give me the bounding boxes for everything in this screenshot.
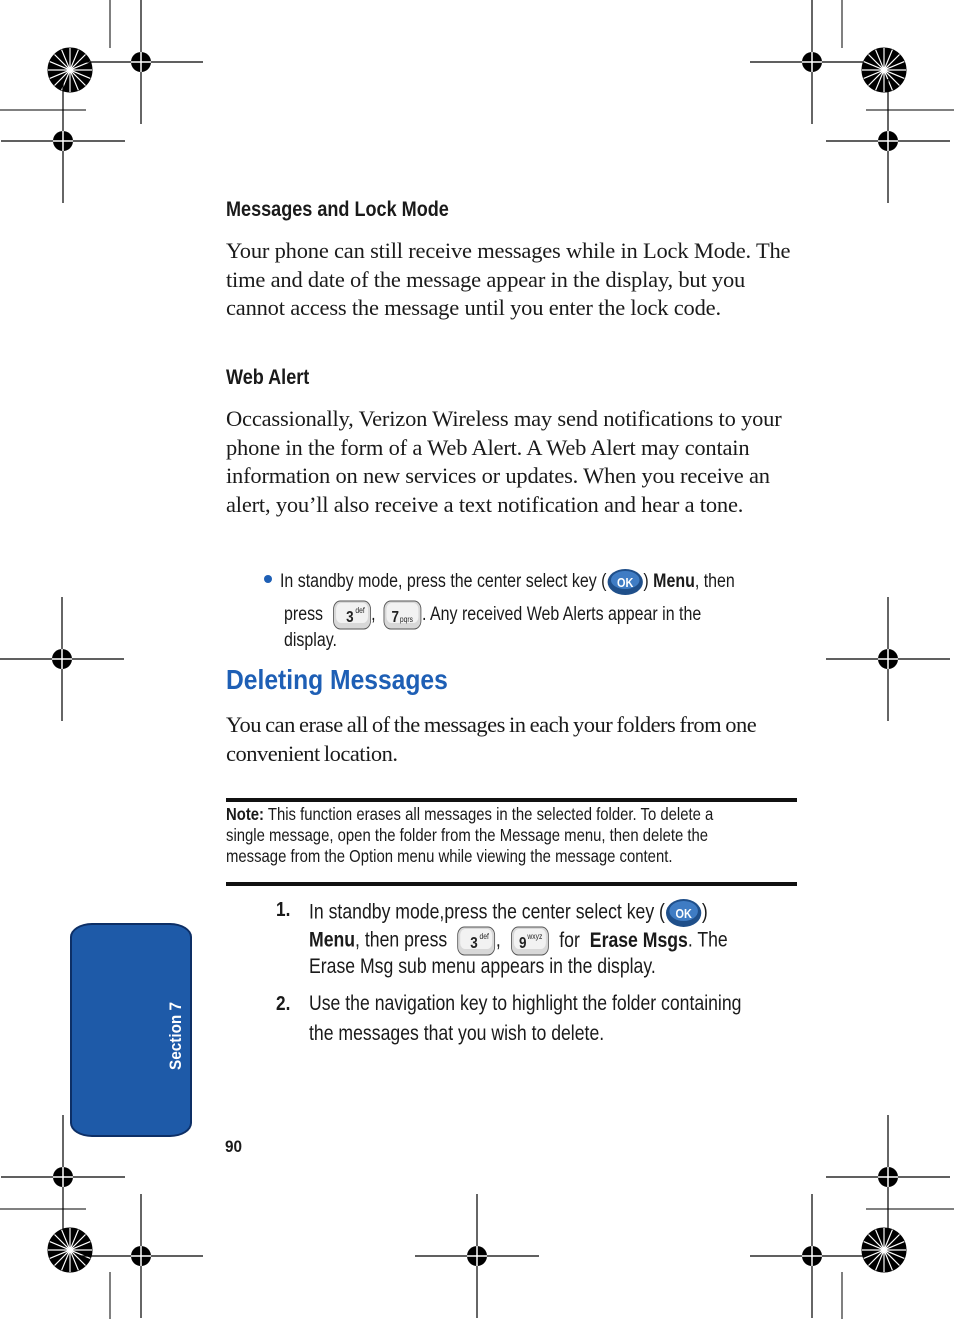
web-alert-bullet-line3: display. bbox=[284, 630, 337, 651]
svg-text:OK: OK bbox=[616, 575, 634, 591]
web-alert-bullet-line2 bbox=[284, 600, 701, 630]
menu-label: Menu bbox=[653, 571, 695, 593]
note-line-3: message from the Option menu while viewing the message content. bbox=[226, 846, 673, 866]
deleting-messages-body: You can erase all of the messages in each your folders from one convenient location. bbox=[226, 712, 757, 766]
step-1-menu: Menu bbox=[309, 928, 356, 952]
svg-text:7: 7 bbox=[391, 609, 400, 627]
svg-text:OK: OK bbox=[675, 906, 692, 922]
svg-text:pqrs: pqrs bbox=[400, 614, 414, 625]
step-1-line-1 bbox=[309, 898, 708, 928]
note-top-rule bbox=[226, 798, 797, 802]
note-line-2: single message, open the folder from the Message menu, then delete the bbox=[226, 825, 709, 845]
page-number: 90 bbox=[225, 1137, 243, 1156]
bullet-text-5: . Any received Web Alerts appear in the bbox=[422, 604, 702, 626]
step-1-text-d: . The bbox=[687, 928, 728, 952]
ok-key-icon bbox=[665, 898, 702, 928]
svg-text:def: def bbox=[479, 931, 490, 942]
bullet-text-2: ) bbox=[643, 571, 649, 593]
key-9-icon bbox=[511, 926, 550, 956]
step-1-line-3: Erase Msg sub menu appears in the display. bbox=[309, 955, 656, 978]
step-1-for: for bbox=[559, 928, 580, 952]
bullet-text-4: press bbox=[284, 604, 324, 626]
web-alert-heading: Web Alert bbox=[226, 366, 310, 389]
step-2-number: 2. bbox=[276, 993, 291, 1015]
lock-mode-body: Your phone can still receive messages while in Lock Mode. The time and date of the message appear in the display, but you cannot access the message until you enter the lock code. bbox=[226, 238, 791, 321]
step-1-line-2 bbox=[309, 926, 728, 956]
step-2-line-2: the messages that you wish to delete. bbox=[309, 1022, 605, 1045]
section-tab-label: Section 7 bbox=[166, 1001, 185, 1070]
svg-text:3: 3 bbox=[345, 609, 354, 627]
bullet-text-1: In standby mode, press the center select key ( bbox=[280, 571, 607, 593]
note-text-1: This function erases all messages in the selected folder. To delete a bbox=[267, 804, 714, 824]
svg-text:def: def bbox=[355, 605, 365, 616]
step-1-text-a: In standby mode,press the center select key ( bbox=[309, 900, 665, 924]
note-label: Note: bbox=[226, 804, 265, 824]
step-1-erase: Erase Msgs bbox=[589, 928, 688, 952]
note-bottom-rule bbox=[226, 882, 797, 886]
step-2-line-1: Use the navigation key to highlight the folder containing bbox=[309, 992, 742, 1015]
lock-mode-heading: Messages and Lock Mode bbox=[226, 198, 449, 221]
step-1-text-c: , then press bbox=[355, 928, 448, 952]
svg-text:9: 9 bbox=[519, 935, 527, 953]
bullet-dot bbox=[264, 575, 272, 583]
step-1-comma: , bbox=[495, 928, 501, 952]
note-line-1 bbox=[226, 804, 713, 825]
key-3-icon bbox=[333, 600, 372, 630]
svg-text:wxyz: wxyz bbox=[527, 931, 543, 942]
key-7-icon bbox=[383, 600, 422, 630]
ok-key-icon bbox=[606, 568, 643, 596]
step-1-number: 1. bbox=[276, 899, 291, 921]
svg-text:3: 3 bbox=[470, 935, 479, 953]
web-alert-body: Occassionally, Verizon Wireless may send notifications to your phone in the form of a Web Alert. A Web Alert may contain information on new services or updates. When you receive an alert, you’ll also receive a text notification and hear a tone. bbox=[226, 406, 782, 517]
bullet-text-3: , then bbox=[694, 571, 735, 593]
deleting-messages-heading: Deleting Messages bbox=[226, 664, 448, 695]
bullet-comma: , bbox=[371, 604, 376, 626]
step-1-text-b: ) bbox=[701, 900, 708, 924]
web-alert-bullet-line1 bbox=[280, 568, 735, 596]
key-3-icon bbox=[457, 926, 496, 956]
